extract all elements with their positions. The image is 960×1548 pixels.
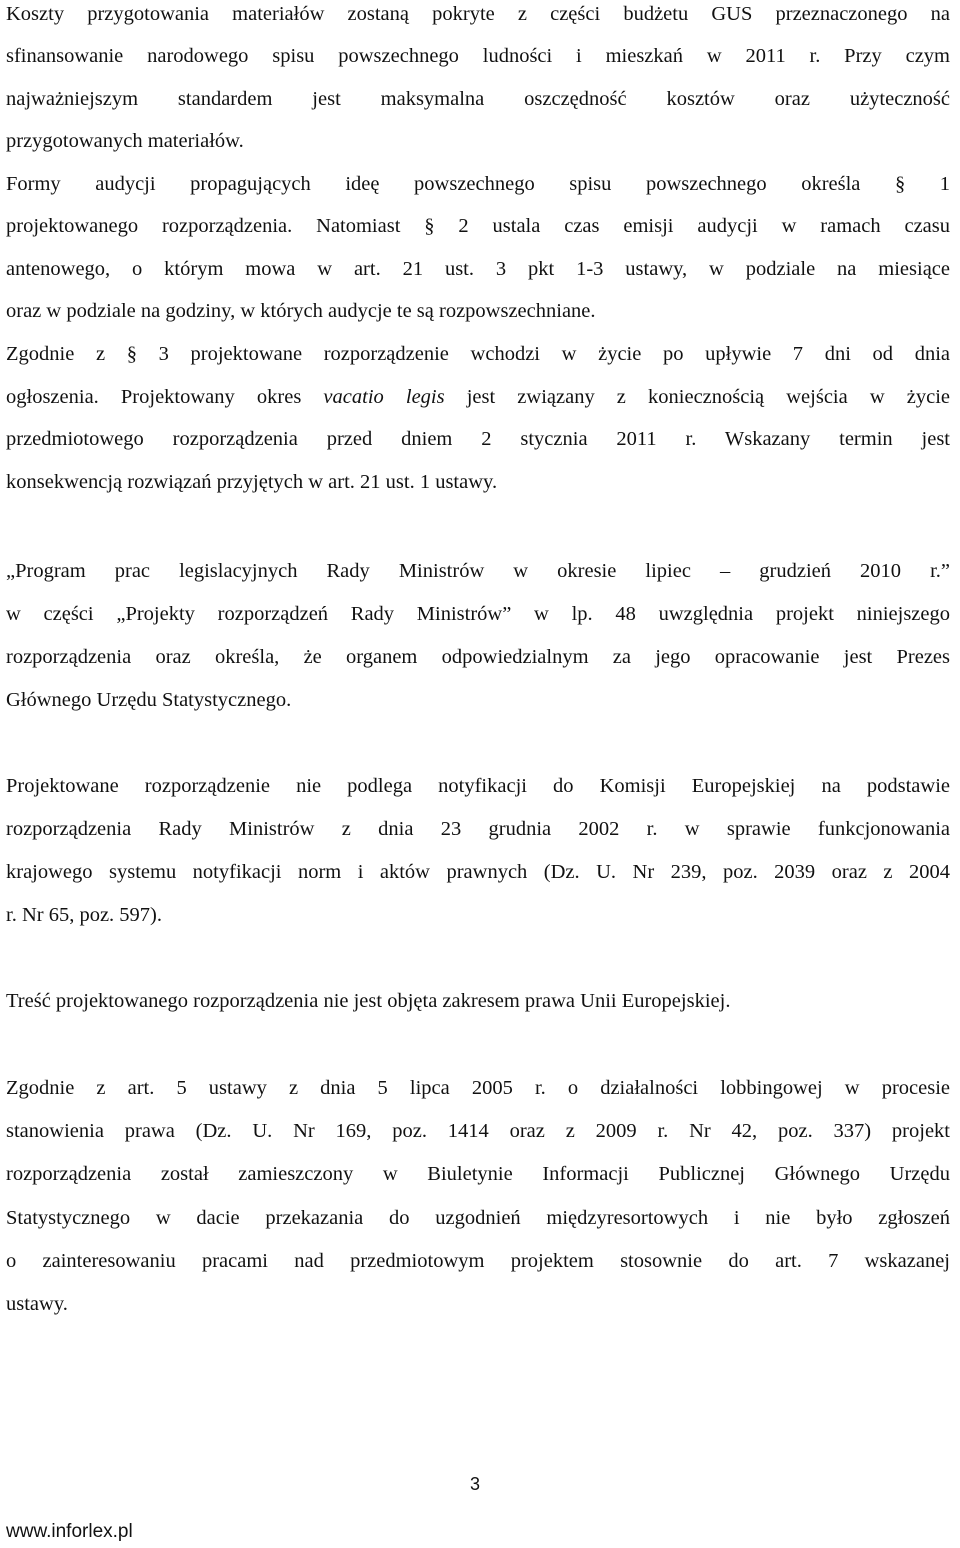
paragraph-1-line-1: Koszty przygotowania materiałów zostaną pokryte z części budżetu GUS przeznaczonego na [6, 3, 950, 25]
paragraph-5-line-3: krajowego systemu notyfikacji norm i aktów prawnych (Dz. U. Nr 239, poz. 2039 oraz z 2004 [6, 861, 950, 883]
paragraph-7-line-6: ustawy. [6, 1293, 68, 1315]
paragraph-5-line-4: r. Nr 65, poz. 597). [6, 904, 163, 926]
vacatio-legis-term: vacatio legis [323, 386, 445, 408]
paragraph-7-line-4: Statystycznego w dacie przekazania do uzgodnień międzyresortowych i nie było zgłoszeń [6, 1207, 950, 1229]
footer-url[interactable]: www.inforlex.pl [6, 1521, 133, 1542]
paragraph-3-line-2-end: jest związany z koniecznością wejścia w życie [466, 386, 951, 408]
paragraph-1-line-3: najważniejszym standardem jest maksymalna oszczędność kosztów oraz użyteczność [6, 88, 950, 110]
page-number: 3 [470, 1474, 481, 1494]
paragraph-2-line-1: Formy audycji propagujących ideę powszechnego spisu powszechnego określa § 1 [6, 173, 950, 195]
paragraph-2-line-3: antenowego, o którym mowa w art. 21 ust. 3 pkt 1-3 ustawy, w podziale na miesiące [6, 258, 950, 280]
paragraph-4-line-4: Głównego Urzędu Statystycznego. [6, 689, 292, 711]
paragraph-4-line-1: „Program prac legislacyjnych Rady Ministrów w okresie lipiec – grudzień 2010 r.” [6, 560, 950, 582]
paragraph-3-line-1: Zgodnie z § 3 projektowane rozporządzenie wchodzi w życie po upływie 7 dni od dnia [6, 343, 950, 365]
paragraph-6-line-1: Treść projektowanego rozporządzenia nie jest objęta zakresem prawa Unii Europejskiej. [6, 990, 731, 1012]
paragraph-4-line-3: rozporządzenia oraz określa, że organem odpowiedzialnym za jego opracowanie jest Prezes [6, 646, 950, 668]
paragraph-5-line-1: Projektowane rozporządzenie nie podlega notyfikacji do Komisji Europejskiej na podstawie [6, 775, 950, 797]
paragraph-4-line-2: w części „Projekty rozporządzeń Rady Ministrów” w lp. 48 uwzględnia projekt niniejszego [6, 603, 950, 625]
paragraph-5-line-2: rozporządzenia Rady Ministrów z dnia 23 grudnia 2002 r. w sprawie funkcjonowania [6, 818, 950, 840]
paragraph-7-line-1: Zgodnie z art. 5 ustawy z dnia 5 lipca 2005 r. o działalności lobbingowej w procesie [6, 1077, 950, 1099]
paragraph-7-line-2: stanowienia prawa (Dz. U. Nr 169, poz. 1414 oraz z 2009 r. Nr 42, poz. 337) projekt [6, 1120, 950, 1142]
paragraph-2-line-4: oraz w podziale na godziny, w których audycje te są rozpowszechniane. [6, 300, 596, 322]
paragraph-3-line-3: przedmiotowego rozporządzenia przed dniem 2 stycznia 2011 r. Wskazany termin jest [6, 428, 950, 450]
paragraph-2-line-2: projektowanego rozporządzenia. Natomiast § 2 ustala czas emisji audycji w ramach czasu [6, 215, 950, 237]
paragraph-1-line-4: przygotowanych materiałów. [6, 130, 244, 152]
paragraph-7-line-3: rozporządzenia został zamieszczony w Biuletynie Informacji Publicznej Głównego Urzędu [6, 1163, 950, 1185]
paragraph-1-line-2: sfinansowanie narodowego spisu powszechnego ludności i mieszkań w 2011 r. Przy czym [6, 45, 950, 67]
paragraph-3-line-2-start: ogłoszenia. Projektowany okres [6, 386, 302, 408]
paragraph-7-line-5: o zainteresowaniu pracami nad przedmiotowym projektem stosownie do art. 7 wskazanej [6, 1250, 950, 1272]
paragraph-3-line-4: konsekwencją rozwiązań przyjętych w art. 21 ust. 1 ustawy. [6, 471, 498, 493]
paragraph-3-line-2 [6, 383, 950, 411]
